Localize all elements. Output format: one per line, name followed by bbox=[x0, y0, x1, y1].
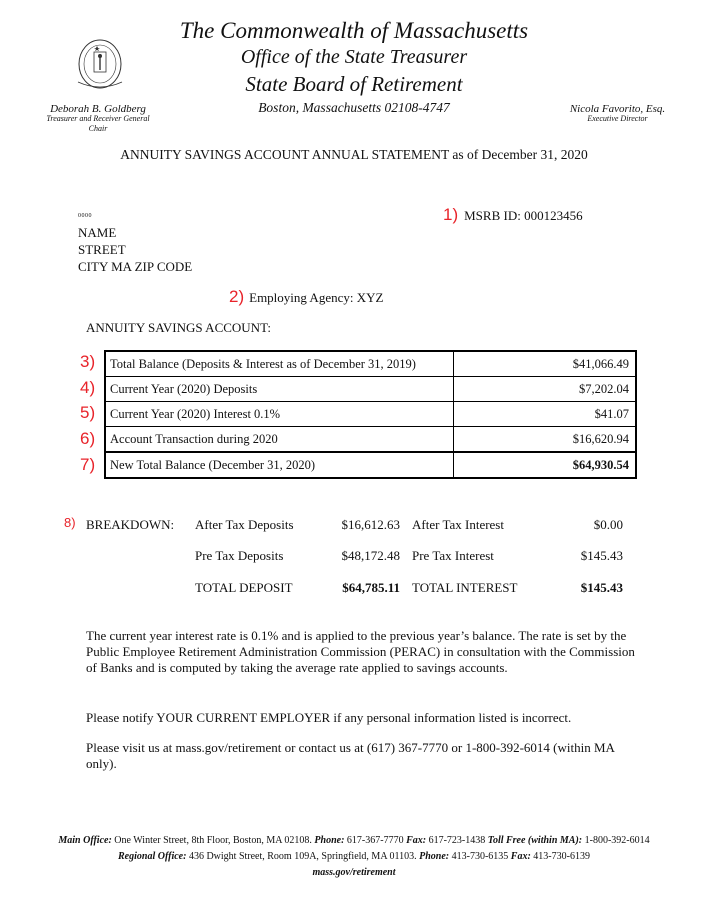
marker-8: 8) bbox=[64, 515, 76, 530]
regional-office-label: Regional Office: bbox=[118, 851, 187, 862]
member-city: CITY MA ZIP CODE bbox=[78, 259, 193, 274]
table-row bbox=[105, 402, 636, 427]
treasurer-name: Deborah B. Goldberg bbox=[50, 103, 146, 115]
total-interest-value: $145.43 bbox=[580, 580, 623, 595]
member-name: NAME bbox=[78, 225, 117, 240]
breakdown-label: BREAKDOWN: bbox=[86, 517, 175, 532]
pre-tax-deposits-label: Pre Tax Deposits bbox=[195, 548, 284, 563]
total-interest-label: TOTAL INTEREST bbox=[412, 580, 518, 595]
footer-regional-office bbox=[0, 851, 708, 862]
marker-6: 6) bbox=[80, 429, 96, 448]
letterhead-board: State Board of Retirement bbox=[245, 72, 463, 96]
row-value: $16,620.94 bbox=[454, 427, 637, 453]
contact-note: Please visit us at mass.gov/retirement or contact us at (617) 367-7770 or 1-800-392-6014 (within MA only). bbox=[86, 740, 615, 771]
total-deposit-label: TOTAL DEPOSIT bbox=[195, 580, 293, 595]
pre-tax-interest-label: Pre Tax Interest bbox=[412, 548, 494, 563]
director-signature-block bbox=[545, 104, 690, 124]
row-value: $7,202.04 bbox=[454, 377, 637, 402]
treasurer-role-chair: Chair bbox=[88, 124, 108, 133]
row-label: Current Year (2020) Interest 0.1% bbox=[105, 402, 454, 427]
row-label: Account Transaction during 2020 bbox=[105, 427, 454, 453]
marker-5: 5) bbox=[80, 403, 96, 422]
main-fax: 617-723-1438 bbox=[426, 835, 488, 846]
director-role: Executive Director bbox=[587, 114, 648, 123]
toll-free-label: Toll Free (within MA): bbox=[487, 835, 583, 846]
account-table bbox=[104, 350, 637, 479]
marker-4: 4) bbox=[80, 378, 96, 397]
row-label: Current Year (2020) Deposits bbox=[105, 377, 454, 402]
letterhead-title: The Commonwealth of Massachusetts bbox=[179, 18, 529, 43]
employing-agency-line bbox=[229, 287, 383, 307]
letterhead-address: Boston, Massachusetts 02108-4747 bbox=[258, 100, 450, 115]
marker-7: 7) bbox=[80, 455, 96, 474]
msrb-id-line bbox=[443, 205, 583, 225]
main-office-label: Main Office: bbox=[58, 835, 112, 846]
footer-main-office bbox=[0, 835, 708, 846]
toll-free-number: 1-800-392-6014 bbox=[582, 835, 650, 846]
member-street: STREET bbox=[78, 242, 126, 257]
total-deposit-value: $64,785.11 bbox=[342, 580, 400, 595]
marker-1: 1) bbox=[443, 205, 459, 224]
msrb-id: MSRB ID: 000123456 bbox=[464, 208, 583, 223]
table-row bbox=[105, 351, 636, 377]
regional-fax-label: Fax: bbox=[510, 851, 531, 862]
table-row-total bbox=[105, 452, 636, 478]
letterhead-office: Office of the State Treasurer bbox=[240, 46, 468, 68]
pre-tax-interest-value: $145.43 bbox=[580, 548, 623, 563]
interest-rate-note: The current year interest rate is 0.1% and is applied to the previous year’s balance. The rate is set by the Public Employee Retirement Administration Commission (PERAC) in consultation with the Commission of Banks and is computed by taking the average rate applied to savings accounts. bbox=[86, 628, 635, 675]
main-phone-label: Phone: bbox=[314, 835, 345, 846]
regional-office-address: 436 Dwight Street, Room 109A, Springfield, MA 01103. bbox=[186, 851, 420, 862]
table-row bbox=[105, 377, 636, 402]
regional-phone-label: Phone: bbox=[419, 851, 450, 862]
row-value: $41,066.49 bbox=[454, 351, 637, 377]
row-value: $64,930.54 bbox=[454, 452, 637, 478]
main-fax-label: Fax: bbox=[406, 835, 427, 846]
regional-fax: 413-730-6139 bbox=[530, 851, 590, 862]
statement-title: ANNUITY SAVINGS ACCOUNT ANNUAL STATEMENT as of December 31, 2020 bbox=[120, 147, 588, 162]
pre-tax-deposits-value: $48,172.48 bbox=[341, 548, 400, 563]
row-label: New Total Balance (December 31, 2020) bbox=[105, 452, 454, 478]
director-name: Nicola Favorito, Esq. bbox=[569, 103, 666, 115]
row-label: Total Balance (Deposits & Interest as of December 31, 2019) bbox=[105, 351, 454, 377]
account-heading: ANNUITY SAVINGS ACCOUNT: bbox=[86, 320, 271, 335]
after-tax-deposits-label: After Tax Deposits bbox=[195, 517, 294, 532]
main-office-address: One Winter Street, 8th Floor, Boston, MA 02108. bbox=[111, 835, 315, 846]
table-row bbox=[105, 427, 636, 453]
regional-phone: 413-730-6135 bbox=[449, 851, 511, 862]
massachusetts-seal-icon bbox=[70, 38, 130, 90]
main-phone: 617-367-7770 bbox=[344, 835, 407, 846]
marker-2: 2) bbox=[229, 287, 245, 306]
footer-website[interactable]: mass.gov/retirement bbox=[312, 867, 396, 878]
treasurer-role: Treasurer and Receiver General bbox=[46, 114, 150, 123]
treasurer-signature-block bbox=[18, 104, 178, 134]
employing-agency: Employing Agency: XYZ bbox=[249, 290, 384, 305]
after-tax-deposits-value: $16,612.63 bbox=[341, 517, 400, 532]
member-address-block bbox=[78, 224, 192, 275]
marker-3: 3) bbox=[80, 352, 96, 371]
after-tax-interest-label: After Tax Interest bbox=[412, 517, 504, 532]
notify-employer-note: Please notify YOUR CURRENT EMPLOYER if any personal information listed is incorrect. bbox=[86, 710, 572, 725]
row-value: $41.07 bbox=[454, 402, 637, 427]
after-tax-interest-value: $0.00 bbox=[593, 517, 623, 532]
member-code: 0000 bbox=[78, 213, 92, 219]
